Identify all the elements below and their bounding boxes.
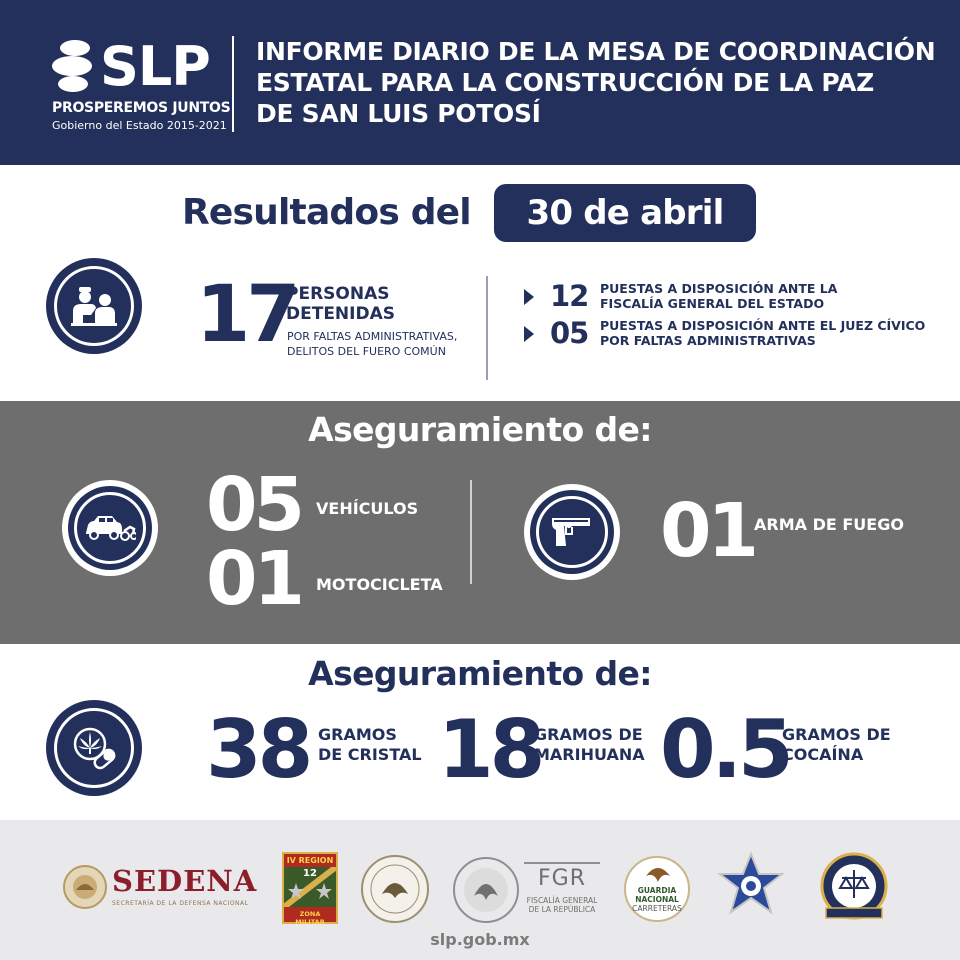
bullet-arrow-icon bbox=[524, 326, 534, 342]
drug-label-line: GRAMOS bbox=[318, 725, 397, 744]
detained-sub-line: POR FALTAS ADMINISTRATIVAS, bbox=[287, 330, 458, 343]
logo-government: Gobierno del Estado 2015-2021 bbox=[52, 119, 227, 132]
handgun-icon bbox=[524, 484, 620, 580]
detained-label-line: PERSONAS bbox=[286, 284, 390, 304]
firearms-label: ARMA DE FUEGO bbox=[754, 515, 904, 534]
disposition-count: 05 bbox=[550, 316, 589, 350]
drug-label-line: GRAMOS DE bbox=[534, 725, 643, 744]
results-divider bbox=[486, 276, 488, 380]
disposition-text bbox=[600, 281, 837, 311]
motorcycles-label: MOTOCICLETA bbox=[316, 575, 443, 594]
detained-persons-icon bbox=[46, 258, 142, 354]
vehicles-label: VEHÍCULOS bbox=[316, 499, 419, 518]
drug-amount: 18 bbox=[438, 703, 542, 796]
seizure-heading: Aseguramiento de: bbox=[308, 410, 652, 449]
fgr-subtitle-line: DE LA REPÚBLICA bbox=[528, 905, 596, 914]
gn-text-line: NACIONAL bbox=[635, 895, 679, 904]
gn-text-line: GUARDIA bbox=[637, 886, 677, 895]
police-star-badge-icon bbox=[716, 852, 786, 924]
footer-wave bbox=[0, 800, 960, 860]
fgr-subtitle bbox=[524, 896, 600, 914]
sedena-logo bbox=[62, 862, 258, 916]
footer-website-link[interactable]: slp.gob.mx bbox=[430, 930, 530, 949]
drug-amount: 38 bbox=[206, 703, 310, 796]
results-date-badge: 30 de abril bbox=[494, 184, 756, 242]
car-motorcycle-icon bbox=[62, 480, 158, 576]
mexico-coat-of-arms-icon bbox=[452, 856, 520, 924]
bullet-arrow-icon bbox=[524, 289, 534, 305]
results-heading: Resultados del bbox=[182, 192, 471, 233]
disposition-item bbox=[522, 279, 942, 313]
guardia-nacional-seal-icon bbox=[360, 854, 430, 924]
disposition-text-line: PUESTAS A DISPOSICIÓN ANTE LA bbox=[600, 281, 838, 296]
zone-region: IV REGION bbox=[286, 856, 334, 865]
sedena-subtitle: SECRETARÍA DE LA DEFENSA NACIONAL bbox=[112, 900, 249, 907]
report-title-line: ESTATAL PARA LA CONSTRUCCIÓN DE LA PAZ bbox=[256, 68, 874, 97]
seizure-divider bbox=[470, 480, 472, 584]
zone-label: ZONA MILITAR bbox=[295, 910, 325, 926]
vehicles-count: 05 bbox=[206, 462, 301, 548]
logo-brand-text: SLP bbox=[100, 35, 210, 98]
disposition-item bbox=[522, 316, 942, 350]
slp-logo-mark-icon bbox=[52, 40, 102, 96]
drug-label-line: GRAMOS DE bbox=[782, 725, 891, 744]
slp-logo bbox=[48, 35, 231, 136]
zone-number: 12 bbox=[303, 868, 317, 879]
sedena-name: SEDENA bbox=[112, 864, 258, 898]
drug-label-line: COCAÍNA bbox=[782, 745, 864, 764]
detained-label-line: DETENIDAS bbox=[286, 304, 395, 324]
fiscalia-estado-seal-icon bbox=[818, 852, 890, 924]
disposition-text-line: FISCALÍA GENERAL DEL ESTADO bbox=[600, 296, 825, 311]
drug-label-line: MARIHUANA bbox=[534, 745, 645, 764]
drugs-seizure-heading: Aseguramiento de: bbox=[308, 654, 652, 693]
detained-count: 17 bbox=[196, 270, 297, 360]
zona-militar-badge bbox=[282, 852, 338, 924]
sedena-seal-icon bbox=[62, 864, 108, 910]
fgr-name: FGR bbox=[538, 866, 586, 891]
motorcycles-count: 01 bbox=[206, 536, 301, 622]
gn-text-line: CARRETERAS bbox=[632, 904, 682, 913]
fgr-logo bbox=[524, 862, 600, 918]
report-title-line: DE SAN LUIS POTOSÍ bbox=[256, 99, 541, 128]
drug-amount: 0.5 bbox=[660, 703, 790, 796]
eagle-icon bbox=[645, 864, 671, 882]
report-title-line: INFORME DIARIO DE LA MESA DE COORDINACIÓN bbox=[256, 37, 936, 66]
disposition-text-line: PUESTAS A DISPOSICIÓN ANTE EL JUEZ CÍVICO bbox=[600, 318, 926, 333]
disposition-text bbox=[600, 318, 925, 348]
fgr-subtitle-line: FISCALÍA GENERAL bbox=[526, 896, 598, 905]
logo-slogan: PROSPEREMOS JUNTOS bbox=[52, 100, 231, 116]
drugs-icon bbox=[46, 700, 142, 796]
firearms-count: 01 bbox=[660, 488, 755, 574]
disposition-text-line: POR FALTAS ADMINISTRATIVAS bbox=[600, 333, 816, 348]
detained-sub-line: DELITOS DEL FUERO COMÚN bbox=[287, 345, 446, 358]
drug-label-line: DE CRISTAL bbox=[318, 745, 422, 764]
report-title bbox=[256, 36, 936, 129]
guardia-nacional-carreteras-logo bbox=[624, 856, 690, 922]
disposition-count: 12 bbox=[550, 279, 589, 313]
header-divider bbox=[232, 36, 234, 132]
header-banner bbox=[0, 0, 960, 165]
gn-carreteras-text bbox=[626, 886, 688, 913]
